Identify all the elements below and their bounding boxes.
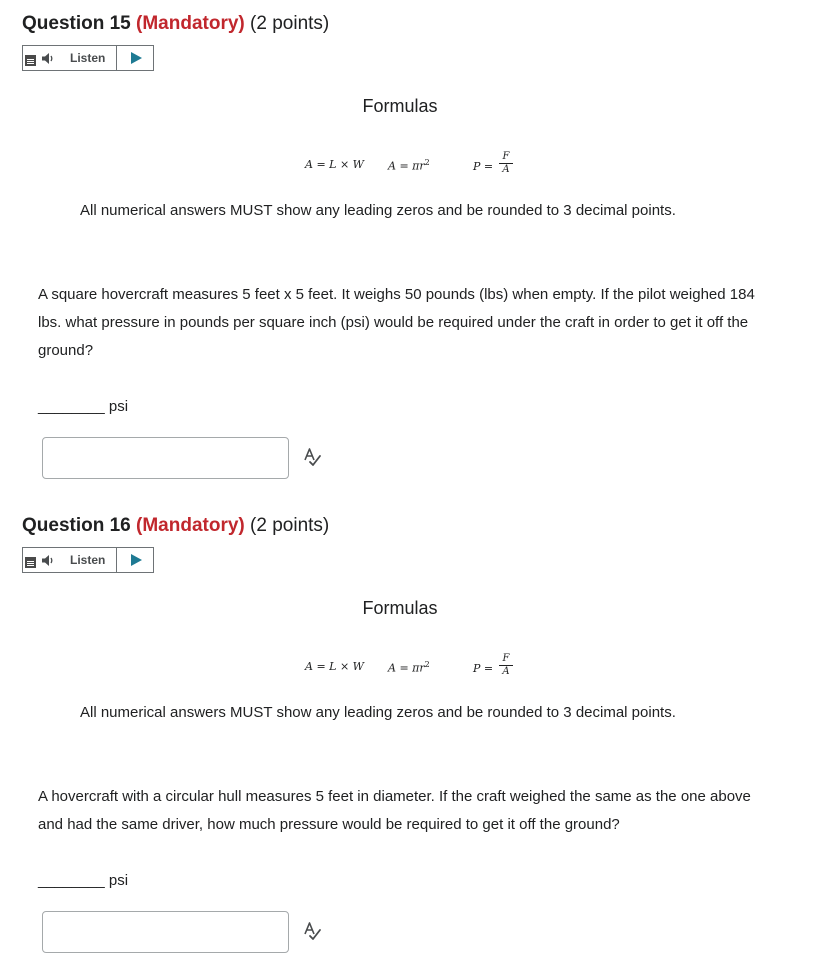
- listen-button[interactable]: Listen: [70, 51, 106, 65]
- question-15-header: [22, 13, 329, 35]
- points-label: (2 points): [250, 13, 330, 34]
- formula-pressure-fraction: [499, 151, 513, 176]
- formulas-title: Formulas: [362, 598, 438, 618]
- listen-control[interactable]: [22, 547, 154, 573]
- divider: [116, 548, 117, 572]
- formula-area-circle: [388, 158, 430, 173]
- problem-text: A square hovercraft measures 5 feet x 5 feet. It weighs 50 pounds (lbs) when empty. If the pilot weighed 184 lbs. what pressure in pounds per square inch (psi) would be required under the craft in order to get it off the ground?: [38, 286, 755, 359]
- play-icon[interactable]: [131, 52, 142, 64]
- answer-blank-label: ________ psi: [38, 872, 129, 889]
- spellcheck-icon[interactable]: [302, 447, 322, 467]
- menu-icon[interactable]: [25, 55, 36, 66]
- listen-control[interactable]: [22, 45, 154, 71]
- listen-button[interactable]: Listen: [70, 553, 106, 567]
- question-16-header: [22, 515, 329, 537]
- problem-text: A hovercraft with a circular hull measures 5 feet in diameter. If the craft weighed the same as the one above and had the same driver, how much pressure would be required to get it off the ground?: [38, 788, 751, 833]
- formula-area-circle-base: A = πr: [388, 661, 425, 675]
- formula-pressure-fraction: [499, 653, 513, 678]
- fraction-numerator: F: [499, 653, 513, 666]
- question-title: Question 15: [22, 13, 131, 34]
- spellcheck-icon[interactable]: [302, 921, 322, 941]
- formula-pressure-lhs: P =: [473, 662, 494, 675]
- play-icon[interactable]: [131, 554, 142, 566]
- fraction-denominator: A: [502, 164, 510, 175]
- formula-area-circle: [388, 660, 430, 675]
- formula-pressure-lhs: P =: [473, 160, 494, 173]
- mandatory-label: (Mandatory): [136, 13, 245, 34]
- fraction-numerator: F: [499, 151, 513, 164]
- formulas-title: Formulas: [362, 96, 438, 116]
- fraction-denominator: A: [502, 666, 510, 677]
- formula-area-rect: A = L × W: [305, 158, 364, 171]
- divider: [116, 46, 117, 70]
- question-title: Question 16: [22, 515, 131, 536]
- formula-exponent: 2: [424, 158, 430, 167]
- mandatory-label: (Mandatory): [136, 515, 245, 536]
- rounding-note: All numerical answers MUST show any leading zeros and be rounded to 3 decimal points.: [80, 202, 676, 219]
- answer-blank-label: ________ psi: [38, 398, 129, 415]
- speaker-icon: [41, 554, 55, 567]
- formula-exponent: 2: [424, 660, 430, 669]
- menu-icon[interactable]: [25, 557, 36, 568]
- answer-input[interactable]: [42, 911, 289, 953]
- formula-area-rect: A = L × W: [305, 660, 364, 673]
- rounding-note: All numerical answers MUST show any leading zeros and be rounded to 3 decimal points.: [80, 704, 676, 721]
- speaker-icon: [41, 52, 55, 65]
- answer-input[interactable]: [42, 437, 289, 479]
- formula-area-circle-base: A = πr: [388, 159, 425, 173]
- points-label: (2 points): [250, 515, 330, 536]
